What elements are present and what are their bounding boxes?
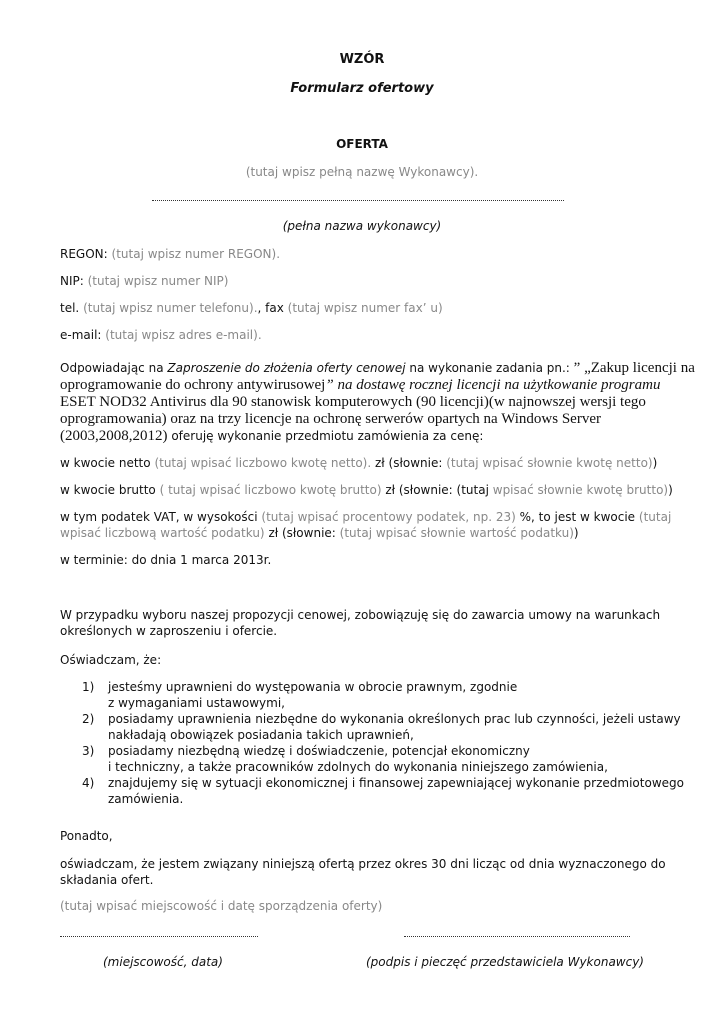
intro-line-4: oprogramowania) oraz na trzy licencje na ochronę serwerów opartych na Windows Server	[60, 411, 601, 427]
item-number: 3)	[82, 744, 95, 758]
vat-label: w tym podatek VAT, w wysokości	[60, 510, 258, 524]
choice-paragraph-line-2: określonych w zaproszeniu i ofercie.	[60, 624, 278, 638]
brutto-label: w kwocie brutto	[60, 483, 156, 497]
regon-placeholder[interactable]: (tutaj wpisz numer REGON).	[111, 247, 281, 261]
vat-row-1	[60, 510, 671, 524]
item-text: znajdujemy się w sytuacji ekonomicznej i finansowej zapewniającej wykonanie przedmiotowego	[108, 776, 684, 790]
deadline-text: w terminie: do dnia 1 marca 2013r.	[60, 553, 272, 567]
brutto-amount-placeholder[interactable]: ( tutaj wpisać liczbowo kwotę brutto)	[159, 483, 382, 497]
vat-percent-placeholder[interactable]: (tutaj wpisać procentowy podatek, np. 23)	[261, 510, 516, 524]
binding-paragraph-line-1: oświadczam, że jestem związany niniejszą ofertą przez okres 30 dni licząc od dnia wyznaczonego do	[60, 857, 666, 871]
nip-placeholder[interactable]: (tutaj wpisz numer NIP)	[87, 274, 229, 288]
nip-row	[60, 274, 228, 288]
intro-text: Odpowiadając na	[60, 361, 164, 375]
fax-label: , fax	[257, 301, 284, 315]
netto-close-paren: )	[652, 456, 658, 470]
netto-zl: zł (słownie:	[375, 456, 443, 470]
intro-line-1	[60, 360, 695, 377]
invitation-title: Zaproszenie do złożenia oferty cenowej	[167, 361, 406, 375]
item-number: 1)	[82, 680, 95, 694]
brutto-words-placeholder[interactable]: wpisać słownie kwotę brutto)	[492, 483, 669, 497]
intro-line-5	[60, 428, 656, 445]
netto-label: w kwocie netto	[60, 456, 151, 470]
template-heading: WZÓR	[339, 52, 385, 67]
declaration-item-1	[82, 679, 517, 695]
signature-line	[404, 936, 630, 937]
place-date-caption: (miejscowość, data)	[103, 955, 223, 969]
vat-amount-placeholder-start[interactable]: (tutaj	[638, 510, 672, 524]
vat-zl: zł (słownie:	[268, 526, 336, 540]
intro-text-rest: na wykonanie zadania pn.:	[409, 361, 570, 375]
intro-line-2	[60, 377, 661, 394]
vat-close-paren: )	[573, 526, 579, 540]
email-placeholder[interactable]: (tutaj wpisz adres e-mail).	[105, 328, 262, 342]
binding-paragraph-line-2: składania ofert.	[60, 873, 154, 887]
item-text: jesteśmy uprawnieni do występowania w obrocie prawnym, zgodnie	[108, 680, 518, 694]
choice-paragraph-line-1: W przypadku wyboru naszej propozycji cenowej, zobowiązuję się do zawarcia umowy na warunkach	[60, 608, 661, 622]
netto-words-placeholder[interactable]: (tutaj wpisać słownie kwotę netto)	[446, 456, 653, 470]
vat-mid-text: %, to jest w kwocie	[519, 510, 636, 524]
declaration-item-2	[82, 711, 681, 727]
netto-row	[60, 456, 657, 470]
declaration-item-3-cont: i techniczny, a także pracowników zdolnych do wykonania niniejszego zamówienia,	[108, 760, 608, 774]
declaration-item-2-cont: nakładają obowiązek posiadania takich uprawnień,	[108, 728, 414, 742]
form-subtitle: Formularz ofertowy	[290, 81, 434, 96]
offer-heading: OFERTA	[336, 137, 388, 151]
declaration-item-3	[82, 743, 530, 759]
regon-label: REGON:	[60, 247, 108, 261]
place-date-placeholder[interactable]: (tutaj wpisać miejscowość i datę sporządzenia oferty)	[60, 899, 383, 913]
item-text: posiadamy uprawnienia niezbędne do wykonania określonych prac lub czynności, jeżeli ustawy	[108, 712, 681, 726]
regon-row	[60, 247, 280, 261]
place-date-line	[60, 936, 258, 937]
server-versions: (2003,2008,2012)	[60, 428, 168, 444]
contractor-name-line	[152, 200, 564, 201]
moreover-text: Ponadto,	[60, 829, 113, 843]
brutto-row	[60, 483, 673, 497]
contractor-name-caption: (pełna nazwa wykonawcy)	[282, 219, 442, 233]
netto-amount-placeholder[interactable]: (tutaj wpisać liczbowo kwotę netto).	[154, 456, 372, 470]
task-name-quote: ” „Zakup licencji na	[573, 360, 695, 376]
task-name-part: oprogramowanie do ochrony antywirusowej	[60, 377, 326, 393]
email-label: e-mail:	[60, 328, 102, 342]
intro-line-3: ESET NOD32 Antivirus dla 90 stanowisk komputerowych (90 licencji)(w najnowszej wersji tego	[60, 394, 646, 410]
brutto-zl: zł (słownie: (tutaj	[385, 483, 489, 497]
brutto-close-paren: )	[668, 483, 673, 497]
vat-amount-placeholder[interactable]: wpisać liczbową wartość podatku)	[60, 526, 265, 540]
signature-caption: (podpis i pieczęć przedstawiciela Wykonawcy)	[366, 955, 644, 969]
declaration-heading: Oświadczam, że:	[60, 653, 162, 667]
tel-label: tel.	[60, 301, 80, 315]
fax-placeholder[interactable]: (tutaj wpisz numer fax’ u)	[287, 301, 443, 315]
vat-words-placeholder[interactable]: (tutaj wpisać słownie wartość podatku)	[339, 526, 574, 540]
email-row	[60, 328, 262, 342]
item-number: 2)	[82, 712, 95, 726]
contractor-name-placeholder[interactable]: (tutaj wpisz pełną nazwę Wykonawcy).	[245, 165, 479, 179]
item-text: posiadamy niezbędną wiedzę i doświadczenie, potencjał ekonomiczny	[108, 744, 530, 758]
declaration-item-4	[82, 775, 684, 791]
tel-fax-row	[60, 301, 443, 315]
nip-label: NIP:	[60, 274, 84, 288]
item-number: 4)	[82, 776, 95, 790]
declaration-item-1-cont: z wymaganiami ustawowymi,	[108, 696, 285, 710]
task-name-part-2: ” na dostawę rocznej licencji na użytkowanie programu	[325, 377, 661, 393]
tel-placeholder[interactable]: (tutaj wpisz numer telefonu).	[83, 301, 258, 315]
vat-row-2	[60, 526, 579, 540]
declaration-item-4-cont: zamówienia.	[108, 792, 184, 806]
offer-price-intro: oferuję wykonanie przedmiotu zamówienia za cenę:	[171, 429, 484, 443]
